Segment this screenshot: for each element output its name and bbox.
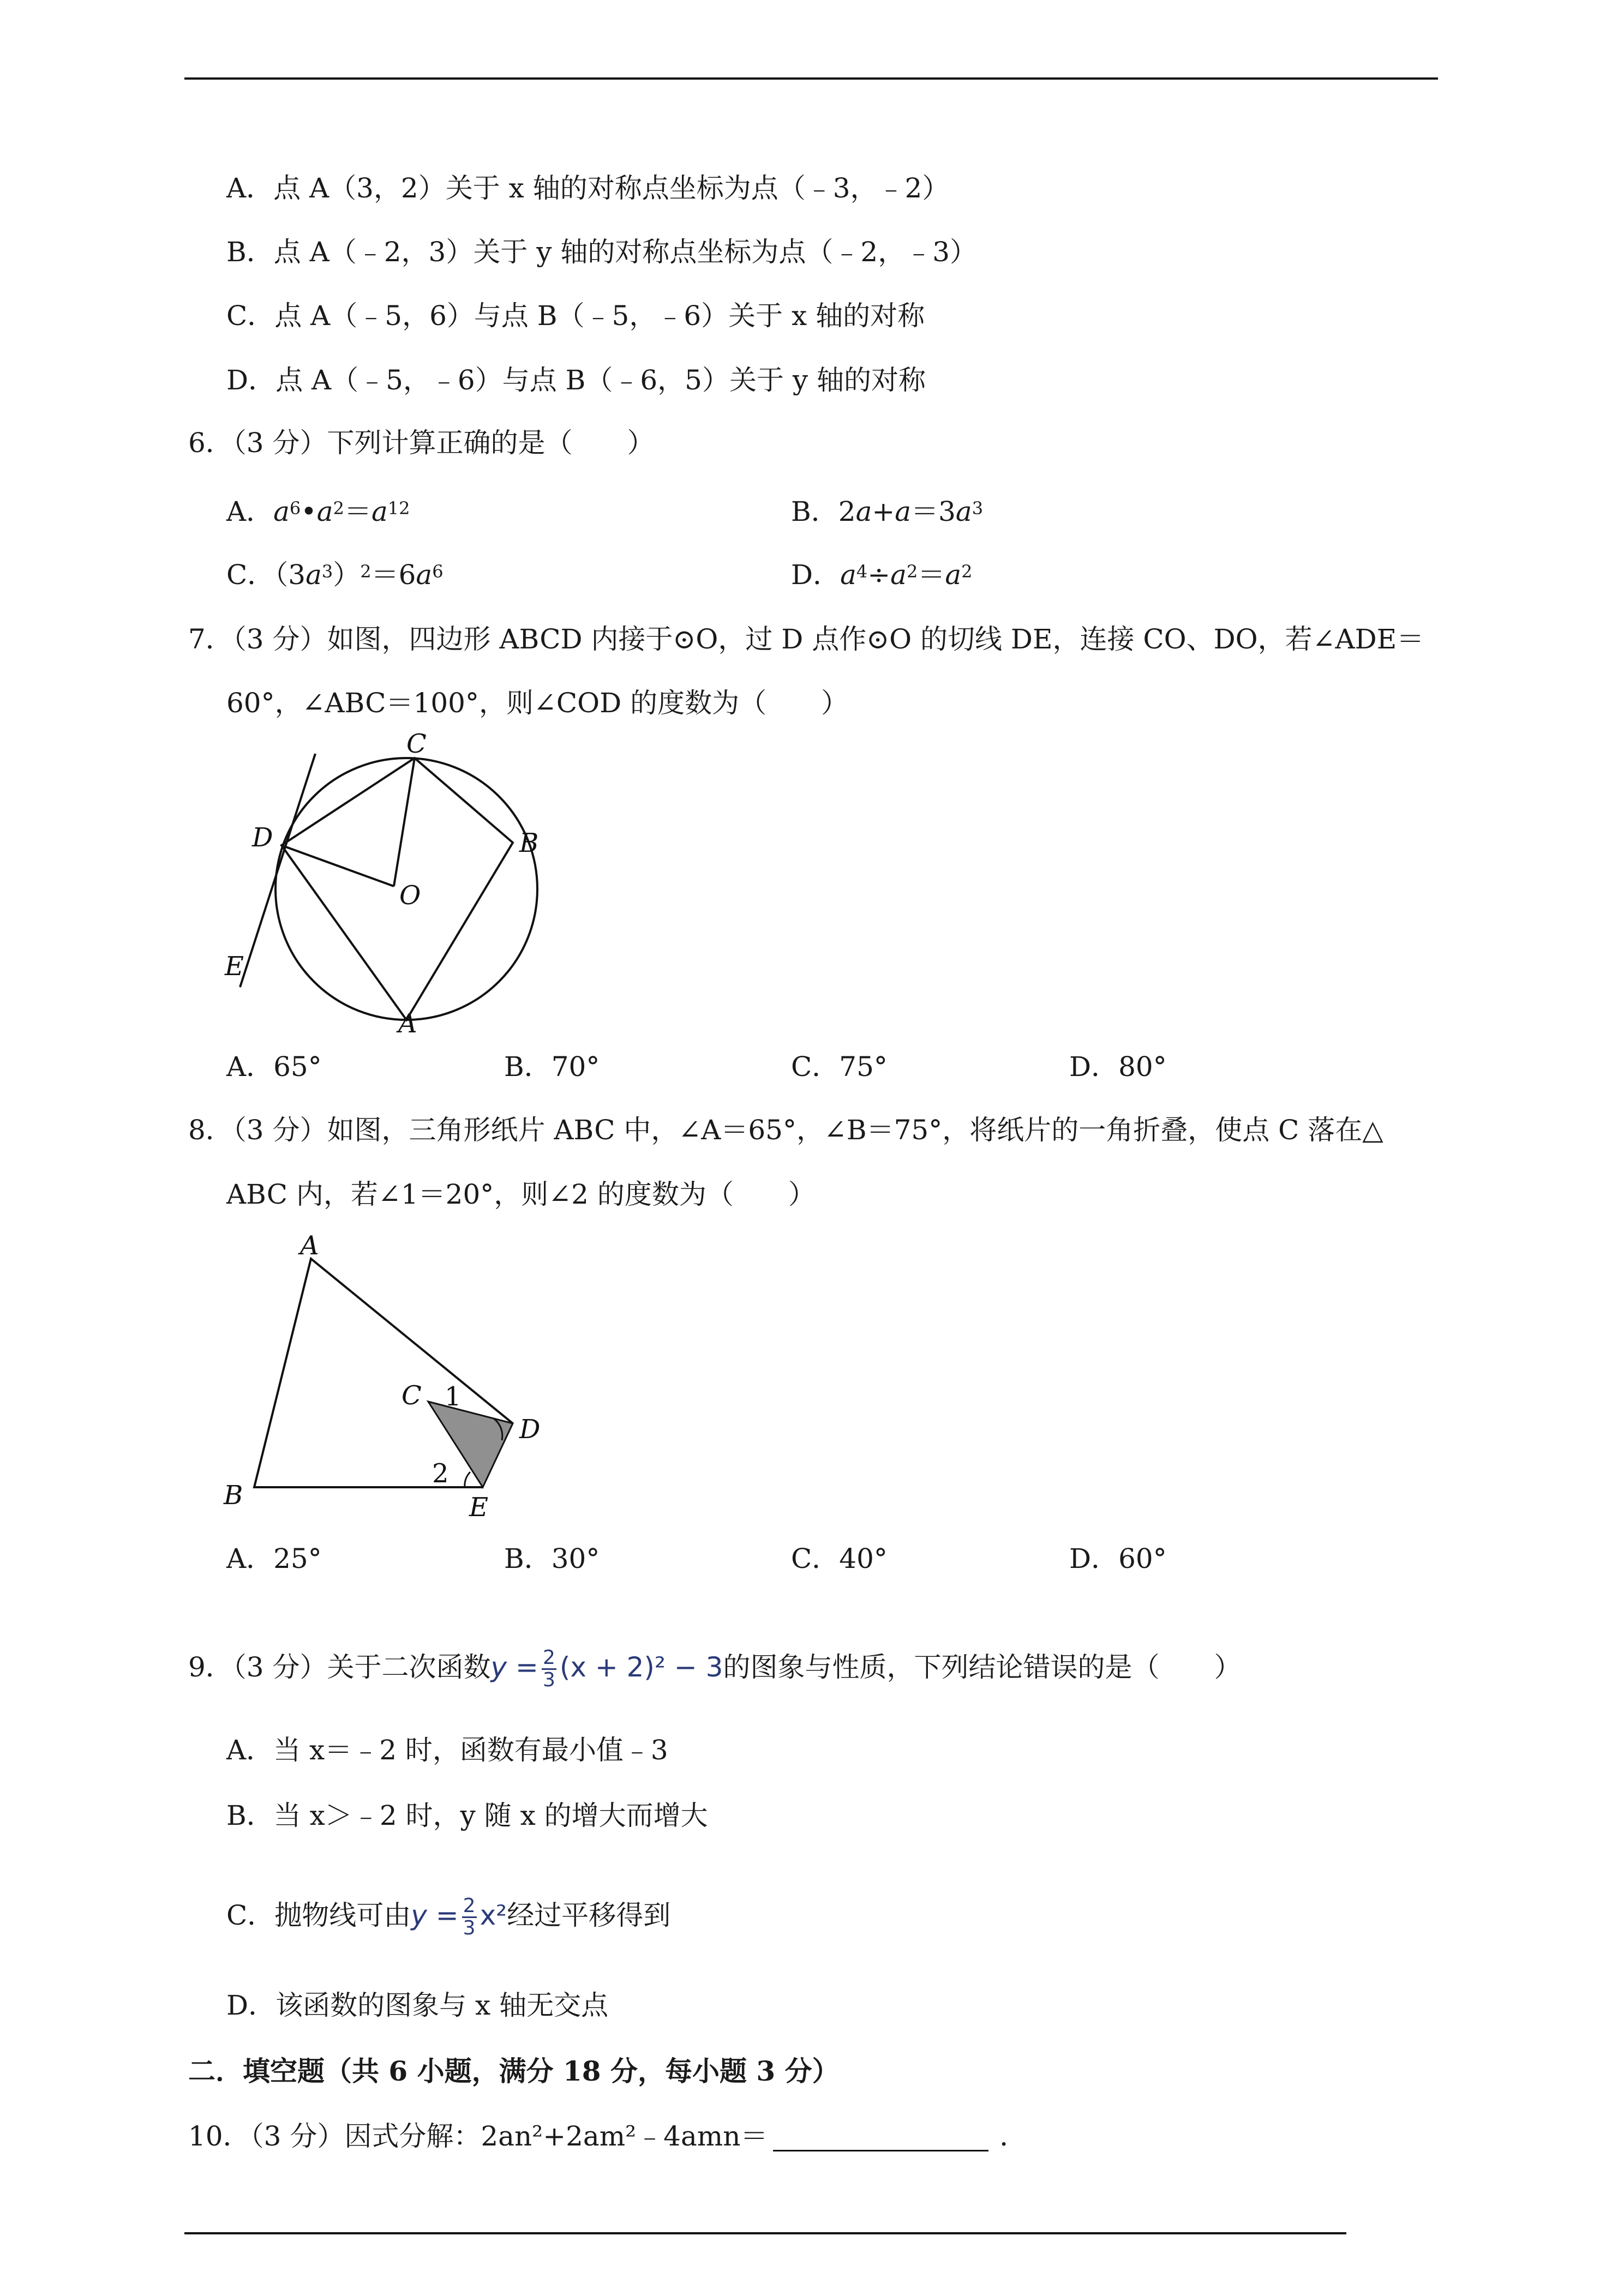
q9-option-a: A．当 x＝﹣2 时，函数有最小值﹣3 <box>226 1734 668 1766</box>
q7-label-e: E <box>225 951 244 982</box>
q9-option-b: B．当 x＞﹣2 时，y 随 x 的增大而增大 <box>226 1800 708 1831</box>
q5-option-a: A．点 A（3，2）关于 x 轴的对称点坐标为点（﹣3，﹣2） <box>226 172 950 204</box>
q5-option-d: D．点 A（﹣5，﹣6）与点 B（﹣6，5）关于 y 轴的对称 <box>226 364 926 396</box>
q8-label-e: E <box>469 1492 489 1523</box>
q8-label-d: D <box>519 1414 541 1445</box>
q8-angle-2-label: 2 <box>432 1458 449 1489</box>
q9-option-d: D．该函数的图象与 x 轴无交点 <box>226 1990 609 2021</box>
q9-option-c-formula: y = $\frac{2}{3}$ x² <box>411 1895 507 1939</box>
q8-option-a: A．25° <box>226 1543 322 1574</box>
q8-label-b: B <box>224 1480 243 1511</box>
section-2-heading: 二．填空题（共 6 小题，满分 18 分，每小题 3 分） <box>188 2055 840 2087</box>
header-rule <box>184 77 1438 80</box>
q8-angle-2-arc <box>465 1472 470 1487</box>
q7-stem-line2: 60°，∠ABC＝100°，则∠COD 的度数为（ ） <box>226 687 849 719</box>
q6-stem: 6．（3 分）下列计算正确的是（ ） <box>188 427 655 459</box>
q7-label-c: C <box>406 731 427 759</box>
q8-label-c: C <box>401 1380 422 1411</box>
q7-option-c: C．75° <box>791 1051 888 1083</box>
q6-option-b: B．$2a+a=3a^3$ <box>791 496 984 527</box>
q8-triangle-figure <box>218 1222 567 1527</box>
q8-stem-line2: ABC 内，若∠1＝20°，则∠2 的度数为（ ） <box>226 1179 816 1210</box>
q9-option-c: C．抛物线可由y = $\frac{2}{3}$ x²经过平移得到 <box>226 1895 671 1939</box>
q8-angle-1-label: 1 <box>445 1381 462 1412</box>
q7-segment-do <box>281 845 394 886</box>
q6-option-d: D．$a^4\div a^2=a^2$ <box>791 559 973 591</box>
q7-tangent-de <box>240 754 315 987</box>
q9-stem: 9．（3 分）关于二次函数y = $\frac{2}{3}$ (x + 2)² − 3的图象与性质，下列结论错误的是（ ） <box>188 1646 1242 1691</box>
q7-segment-co <box>394 758 415 886</box>
q8-option-b: B．30° <box>504 1543 600 1574</box>
footer-rule <box>184 2232 1346 2234</box>
q9-formula: y = $\frac{2}{3}$ (x + 2)² − 3 <box>490 1646 723 1691</box>
q5-option-c: C．点 A（﹣5，6）与点 B（﹣5，﹣6）关于 x 轴的对称 <box>226 300 925 332</box>
q7-stem-line1: 7．（3 分）如图，四边形 ABCD 内接于⊙O，过 D 点作⊙O 的切线 DE，连接 CO、DO，若∠ADE＝ <box>188 623 1424 655</box>
q7-option-d: D．80° <box>1069 1051 1167 1083</box>
q8-option-c: C．40° <box>791 1543 888 1574</box>
q7-option-a: A．65° <box>226 1051 322 1083</box>
q7-circle-figure <box>218 731 589 1042</box>
q7-quadrilateral-abcd <box>281 758 513 1020</box>
q8-stem-line1: 8．（3 分）如图，三角形纸片 ABC 中，∠A＝65°，∠B＝75°，将纸片的一角折叠，使点 C 落在△ <box>188 1114 1383 1146</box>
q7-option-b: B．70° <box>504 1051 600 1083</box>
q8-label-a: A <box>300 1230 319 1261</box>
q10-answer-blank[interactable] <box>773 2126 988 2151</box>
q7-label-o: O <box>399 880 421 911</box>
q6-option-a: A．$a^6•a^2=a^{12}$ <box>226 496 410 527</box>
q7-label-b: B <box>519 828 539 858</box>
q8-option-d: D．60° <box>1069 1543 1167 1574</box>
q10-stem: 10．（3 分）因式分解：2an²+2am²﹣4amn＝ ． <box>188 2120 1027 2152</box>
q7-label-d: D <box>252 822 273 853</box>
q5-option-b: B．点 A（﹣2，3）关于 y 轴的对称点坐标为点（﹣2，﹣3） <box>226 236 978 268</box>
q7-label-a: A <box>398 1008 417 1039</box>
q6-option-c: C．$(3a^3)^2=6a^6$ <box>226 559 444 591</box>
